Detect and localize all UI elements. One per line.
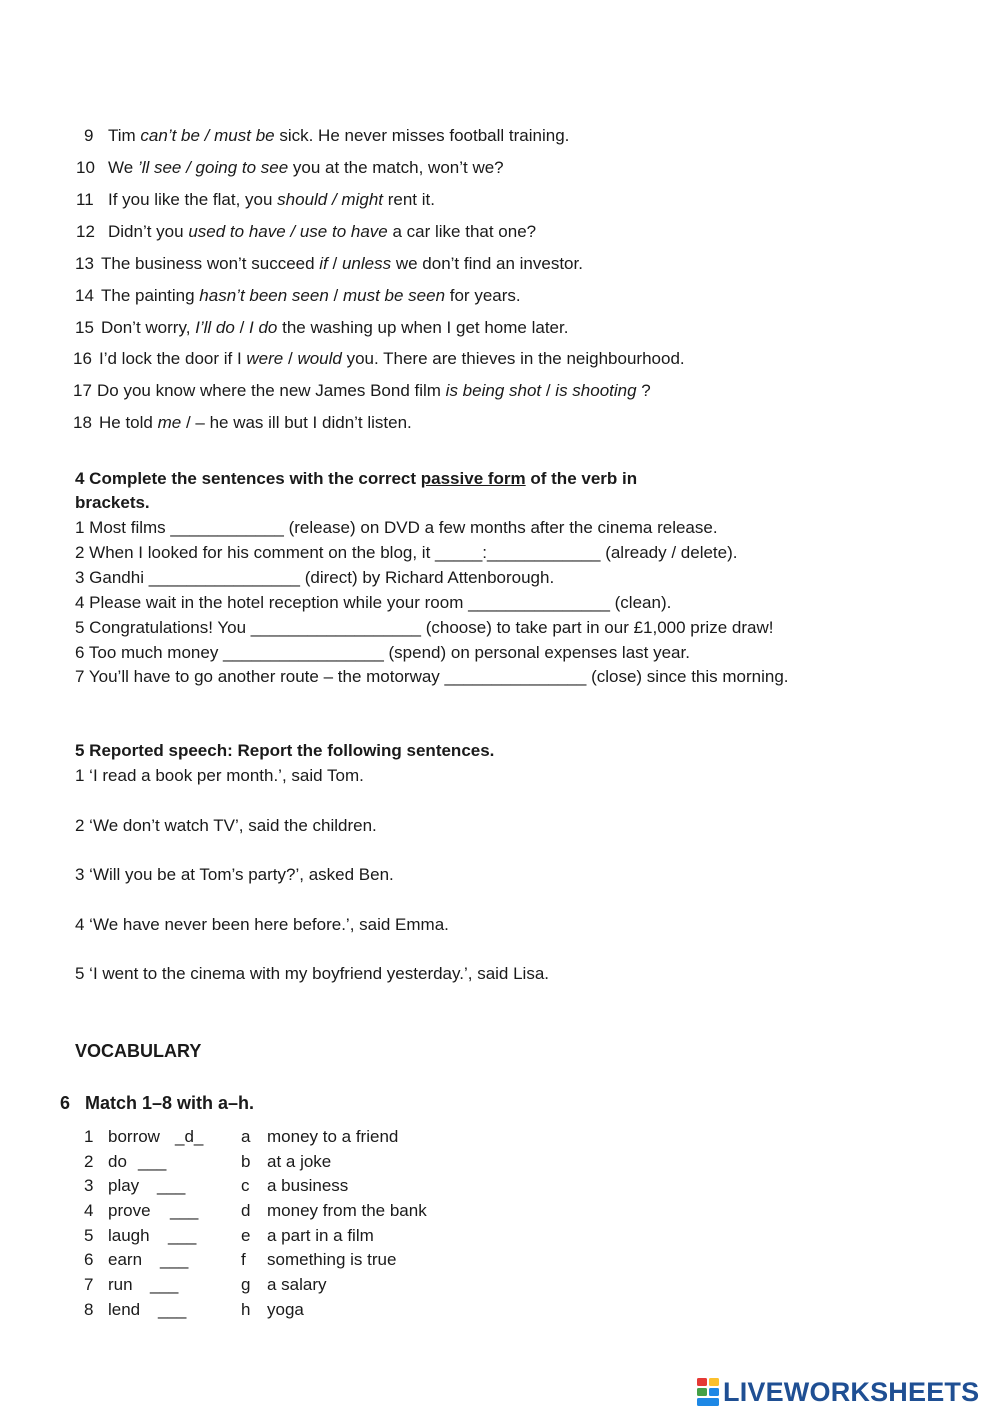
match-left-word: laugh bbox=[108, 1226, 150, 1245]
match-right-letter: g bbox=[241, 1275, 251, 1294]
question-number: 14 bbox=[75, 286, 94, 305]
question-item bbox=[76, 222, 536, 242]
match-right-text: something is true bbox=[267, 1250, 397, 1269]
section-6-number: 6 bbox=[60, 1093, 71, 1113]
question-text: for years. bbox=[445, 286, 521, 305]
question-option: were bbox=[246, 349, 284, 368]
passive-sentence: 7 You’ll have to go another route – the motorway _______________ (close) since this morning. bbox=[75, 667, 789, 686]
question-text: / bbox=[234, 318, 250, 337]
match-right-text: money from the bank bbox=[267, 1201, 427, 1220]
question-text: the washing up when I get home later. bbox=[277, 318, 569, 337]
question-text: we don’t find an investor. bbox=[391, 254, 583, 273]
section-5-heading: 5 Reported speech: Report the following sentences. bbox=[75, 741, 495, 760]
answer-blank: ___ bbox=[170, 1201, 199, 1220]
match-left-number: 2 bbox=[84, 1152, 94, 1171]
match-left-word: earn bbox=[108, 1250, 143, 1269]
question-item bbox=[76, 158, 504, 178]
question-text: The painting bbox=[101, 286, 200, 305]
question-text: I’d lock the door if I bbox=[99, 349, 247, 368]
match-left-number: 6 bbox=[84, 1250, 94, 1269]
question-number: 11 bbox=[76, 190, 94, 209]
question-number: 18 bbox=[73, 413, 92, 432]
section-4-heading bbox=[75, 469, 637, 489]
passive-sentence: 3 Gandhi ________________ (direct) by Richard Attenborough. bbox=[75, 568, 555, 587]
match-left-word: lend bbox=[108, 1300, 141, 1319]
section-4-heading-underlined: passive form bbox=[420, 469, 526, 488]
question-text: / – he was ill but I didn’t listen. bbox=[181, 413, 412, 432]
reported-speech-item: 5 ‘I went to the cinema with my boyfriend yesterday.’, said Lisa. bbox=[75, 964, 550, 983]
match-right-letter: a bbox=[241, 1127, 251, 1146]
question-text: you. There are thieves in the neighbourhood. bbox=[341, 349, 685, 368]
match-right-letter: e bbox=[241, 1226, 251, 1245]
question-text: / bbox=[541, 381, 556, 400]
match-left-word: play bbox=[108, 1176, 140, 1195]
question-item bbox=[73, 413, 412, 433]
answer-blank: ___ bbox=[157, 1176, 186, 1195]
answer-blank: _d_ bbox=[175, 1127, 204, 1146]
answer-blank: ___ bbox=[160, 1250, 189, 1269]
match-right-letter: c bbox=[241, 1176, 250, 1195]
match-left-number: 1 bbox=[84, 1127, 94, 1146]
question-text: / bbox=[327, 254, 342, 273]
match-right-letter: h bbox=[241, 1300, 251, 1319]
match-right-letter: b bbox=[241, 1152, 251, 1171]
question-option: me bbox=[157, 413, 182, 432]
match-left-word: do bbox=[108, 1152, 127, 1171]
answer-blank: ___ bbox=[168, 1226, 197, 1245]
match-left-word: run bbox=[108, 1275, 133, 1294]
question-text: Don’t worry, bbox=[101, 318, 196, 337]
match-left-word: borrow bbox=[108, 1127, 160, 1146]
section-4-heading-text: 4 Complete the sentences with the correct bbox=[75, 469, 421, 488]
question-text: Do you know where the new James Bond film bbox=[97, 381, 446, 400]
question-option: can’t be / must be bbox=[140, 126, 275, 145]
match-right-letter: d bbox=[241, 1201, 251, 1220]
question-number: 17 bbox=[73, 381, 92, 400]
match-left-number: 5 bbox=[84, 1226, 94, 1245]
question-item bbox=[73, 381, 651, 401]
question-number: 10 bbox=[76, 158, 95, 177]
reported-speech-item: 4 ‘We have never been here before.’, said Emma. bbox=[75, 915, 449, 934]
question-option: must be seen bbox=[342, 286, 446, 305]
liveworksheets-logo bbox=[696, 1378, 979, 1406]
question-number: 9 bbox=[84, 126, 94, 145]
question-option: hasn’t been seen bbox=[199, 286, 329, 305]
question-text: a car like that one? bbox=[387, 222, 537, 241]
question-option: is being shot bbox=[445, 381, 542, 400]
question-text: Didn’t you bbox=[108, 222, 189, 241]
match-right-text: yoga bbox=[267, 1300, 304, 1319]
answer-blank: ___ bbox=[158, 1300, 187, 1319]
question-text: rent it. bbox=[383, 190, 435, 209]
match-left-number: 3 bbox=[84, 1176, 94, 1195]
liveworksheets-logo-text: LIVEWORKSHEETS bbox=[723, 1377, 980, 1407]
reported-speech-item: 2 ‘We don’t watch TV’, said the children. bbox=[75, 816, 377, 835]
question-option: used to have / use to have bbox=[188, 222, 388, 241]
question-item bbox=[76, 190, 435, 210]
question-text: ? bbox=[636, 381, 651, 400]
answer-blank: ___ bbox=[150, 1275, 179, 1294]
match-left-number: 8 bbox=[84, 1300, 94, 1319]
question-text: The business won’t succeed bbox=[101, 254, 320, 273]
section-4-heading-line2: brackets. bbox=[75, 493, 150, 512]
match-left-word: prove bbox=[108, 1201, 151, 1220]
question-option: unless bbox=[341, 254, 392, 273]
passive-sentence: 6 Too much money _________________ (spend) on personal expenses last year. bbox=[75, 643, 690, 662]
question-item bbox=[75, 286, 521, 306]
question-option: ’ll see / going to see bbox=[137, 158, 289, 177]
vocabulary-title: VOCABULARY bbox=[75, 1041, 202, 1061]
question-option: should / might bbox=[277, 190, 383, 209]
question-option: would bbox=[297, 349, 342, 368]
reported-speech-item: 1 ‘I read a book per month.’, said Tom. bbox=[75, 766, 364, 785]
match-right-text: a business bbox=[267, 1176, 349, 1195]
question-item bbox=[84, 126, 569, 146]
question-option: I’ll do bbox=[195, 318, 235, 337]
question-text: Tim bbox=[108, 126, 141, 145]
question-text: / bbox=[283, 349, 298, 368]
question-option: if bbox=[319, 254, 328, 273]
passive-sentence: 4 Please wait in the hotel reception while your room _______________ (clean). bbox=[75, 593, 672, 612]
question-number: 16 bbox=[73, 349, 92, 368]
passive-sentence: 5 Congratulations! You __________________ (choose) to take part in our £1,000 prize draw! bbox=[75, 618, 774, 637]
question-option: is shooting bbox=[555, 381, 637, 400]
question-text: He told bbox=[99, 413, 158, 432]
match-right-text: a salary bbox=[267, 1275, 327, 1294]
passive-sentence: 1 Most films ____________ (release) on DVD a few months after the cinema release. bbox=[75, 518, 718, 537]
liveworksheets-logo-icon bbox=[696, 1378, 722, 1406]
answer-blank: ___ bbox=[138, 1152, 167, 1171]
question-item bbox=[73, 349, 685, 369]
match-right-letter: f bbox=[241, 1250, 246, 1269]
match-left-number: 4 bbox=[84, 1201, 94, 1220]
match-left-number: 7 bbox=[84, 1275, 94, 1294]
match-right-text: money to a friend bbox=[267, 1127, 399, 1146]
question-text: sick. He never misses football training. bbox=[274, 126, 570, 145]
question-item bbox=[75, 254, 583, 274]
question-number: 12 bbox=[76, 222, 95, 241]
question-number: 15 bbox=[75, 318, 94, 337]
question-number: 13 bbox=[75, 254, 94, 273]
reported-speech-item: 3 ‘Will you be at Tom’s party?’, asked Ben. bbox=[75, 865, 394, 884]
passive-sentence: 2 When I looked for his comment on the blog, it _____:____________ (already / delete). bbox=[75, 543, 738, 562]
question-text: If you like the flat, you bbox=[108, 190, 278, 209]
match-right-text: a part in a film bbox=[267, 1226, 374, 1245]
section-6-heading: Match 1–8 with a–h. bbox=[85, 1093, 255, 1113]
question-text: you at the match, won’t we? bbox=[288, 158, 504, 177]
section-4-heading-text-end: of the verb in bbox=[525, 469, 638, 488]
match-right-text: at a joke bbox=[267, 1152, 332, 1171]
question-text: / bbox=[328, 286, 343, 305]
question-item bbox=[75, 318, 568, 338]
question-text: We bbox=[108, 158, 138, 177]
question-option: I do bbox=[249, 318, 278, 337]
